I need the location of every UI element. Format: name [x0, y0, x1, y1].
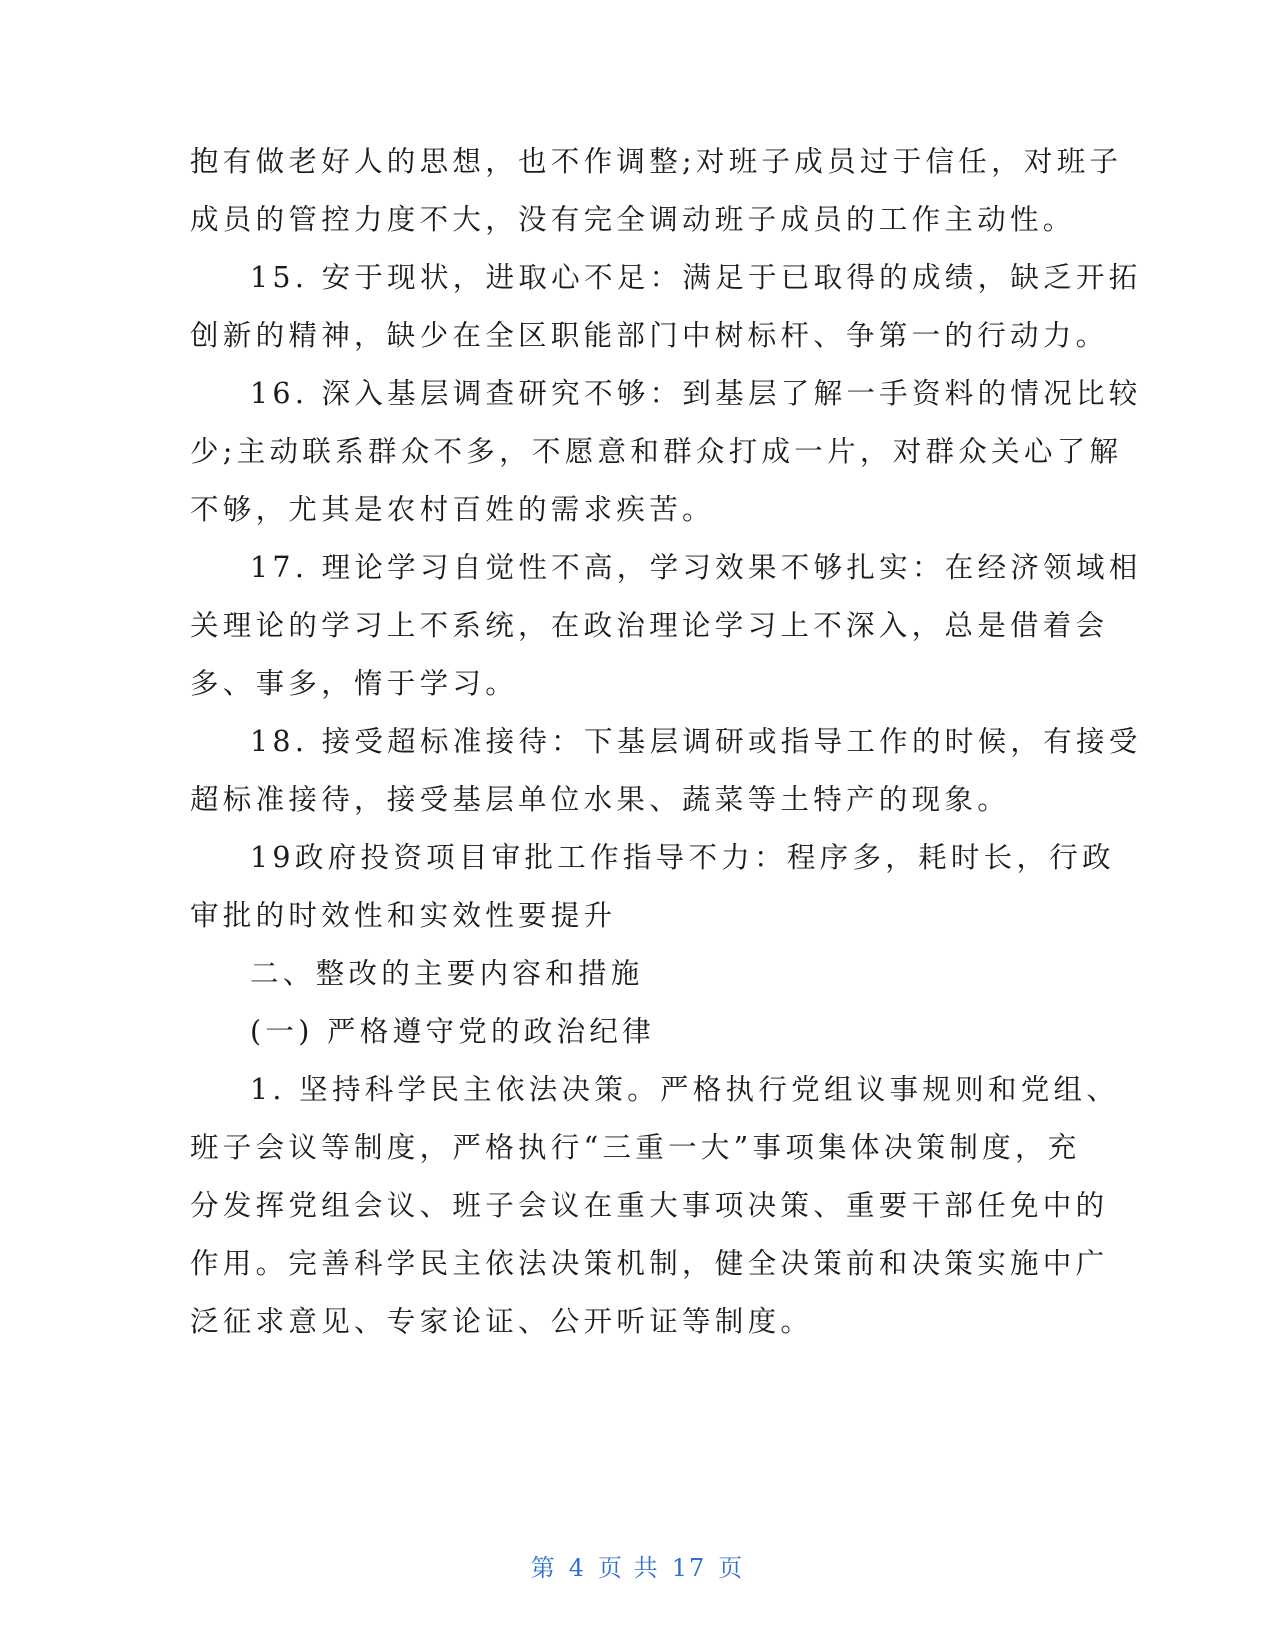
text-line: 不够，尤其是农村百姓的需求疾苦。 [190, 493, 715, 526]
page-footer [0, 1548, 1275, 1583]
text-line: 泛征求意见、专家论证、公开听证等制度。 [190, 1305, 814, 1338]
measure-item-1-line: 1. 坚持科学民主依法决策。严格执行党组议事规则和党组、 [250, 1073, 1120, 1106]
text-line: 成员的管控力度不大，没有完全调动班子成员的工作主动性。 [190, 203, 1076, 236]
total-pages: 17 [671, 1554, 707, 1582]
text-line: 作用。完善科学民主依法决策机制，健全决策前和决策实施中广 [190, 1247, 1109, 1280]
text-line: 超标准接待，接受基层单位水果、蔬菜等土特产的现象。 [190, 783, 1011, 816]
footer-mid: 页 共 [598, 1554, 660, 1582]
footer-prefix: 第 [530, 1554, 557, 1582]
list-item-19-line: 19政府投资项目审批工作指导不力：程序多，耗时长，行政 [250, 841, 1115, 874]
text-line: 关理论的学习上不系统，在政治理论学习上不深入，总是借着会 [190, 609, 1109, 642]
list-item-18-line: 18. 接受超标准接待：下基层调研或指导工作的时候，有接受 [250, 725, 1142, 758]
text-line: 分发挥党组会议、班子会议在重大事项决策、重要干部任免中的 [190, 1189, 1109, 1222]
current-page-number: 4 [568, 1554, 587, 1582]
text-line: 班子会议等制度，严格执行“三重一大”事项集体决策制度，充 [190, 1131, 1081, 1164]
list-item-17-line: 17. 理论学习自觉性不高，学习效果不够扎实：在经济领域相 [250, 551, 1142, 584]
section-heading: 二、整改的主要内容和措施 [250, 957, 644, 990]
footer-suffix: 页 [718, 1554, 745, 1582]
text-line: 创新的精神，缺少在全区职能部门中树标杆、争第一的行动力。 [190, 319, 1109, 352]
list-item-16-line: 16. 深入基层调查研究不够：到基层了解一手资料的情况比较 [250, 377, 1142, 410]
text-line: 多、事多，惰于学习。 [190, 667, 519, 700]
text-line: 抱有做老好人的思想，也不作调整;对班子成员过于信任，对班子 [190, 145, 1123, 178]
text-line: 少;主动联系群众不多，不愿意和群众打成一片，对群众关心了解 [190, 435, 1123, 468]
text-line: 审批的时效性和实效性要提升 [190, 899, 617, 932]
list-item-15-line: 15. 安于现状，进取心不足：满足于已取得的成绩，缺乏开拓 [250, 261, 1142, 294]
subsection-heading: (一) 严格遵守党的政治纪律 [250, 1015, 655, 1048]
